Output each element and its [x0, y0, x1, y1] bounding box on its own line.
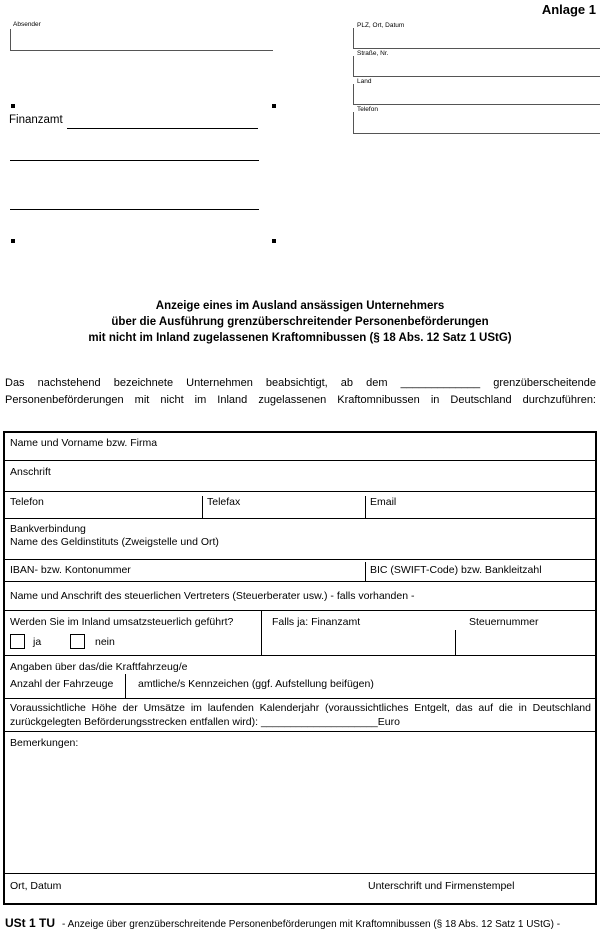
row-umsaetze[interactable]	[5, 698, 595, 731]
iban-label: IBAN- bzw. Kontonummer	[10, 564, 131, 576]
kennzeichen-label: amtliche/s Kennzeichen (ggf. Aufstellung beifügen)	[138, 678, 374, 690]
row-iban-bic[interactable]	[5, 559, 595, 581]
field-land[interactable]	[353, 76, 600, 105]
telefax-label: Telefax	[207, 496, 241, 508]
absender-field[interactable]	[10, 20, 273, 52]
intro-line-2: Personenbeförderungen mit nicht im Inland zugelassenen Kraftomnibussen in Deutschland durchzuführen:	[5, 393, 596, 406]
title-line-2: über die Ausführung grenzüberschreitender Personenbeförderungen	[111, 316, 489, 328]
kennzeichen-divider	[125, 674, 126, 699]
steuernummer-label: Steuernummer	[469, 616, 539, 628]
row-ort-datum-unterschrift[interactable]	[5, 873, 595, 903]
anzahl-label: Anzahl der Fahrzeuge	[10, 678, 114, 690]
row-bemerkungen[interactable]	[5, 731, 595, 873]
form-table	[3, 431, 597, 905]
bank-label-line-1: Bankverbindung	[10, 523, 86, 535]
absender-label: Absender	[13, 21, 41, 28]
field-plz-tick	[353, 28, 354, 48]
anlage-badge: Anlage 1	[541, 2, 596, 17]
form-code-description: - Anzeige über grenzüberschreitende Personenbeförderungen mit Kraftomnibussen (§ 18 Abs. 12 Satz 1 UStG) -	[62, 919, 561, 930]
finanzamt-address-line-1[interactable]	[10, 160, 259, 161]
frage-inland-label: Werden Sie im Inland umsatzsteuerlich geführt?	[10, 616, 234, 628]
bank-label-line-2: Name des Geldinstituts (Zweigstelle und Ort)	[10, 536, 219, 548]
field-plz-ort-datum[interactable]	[353, 20, 600, 49]
fold-mark	[272, 239, 276, 243]
field-plz-label: PLZ, Ort, Datum	[357, 22, 405, 29]
checkbox-nein-label: nein	[95, 636, 115, 648]
bemerkungen-label: Bemerkungen:	[10, 737, 79, 749]
finanzamt-name-line[interactable]	[67, 128, 258, 129]
form-code: USt 1 TU	[5, 916, 56, 930]
checkbox-ja[interactable]	[10, 634, 25, 649]
field-telefon-underline	[353, 133, 600, 134]
field-strasse[interactable]	[353, 48, 600, 77]
bic-divider	[365, 562, 366, 582]
title-line-1: Anzeige eines im Ausland ansässigen Unternehmers	[155, 300, 445, 312]
ort-datum-label: Ort, Datum	[10, 880, 62, 892]
field-telefon-tick	[353, 112, 354, 133]
anschrift-label: Anschrift	[10, 466, 51, 478]
fold-mark	[272, 104, 276, 108]
row-bankverbindung[interactable]	[5, 518, 595, 559]
page-title	[0, 298, 600, 346]
email-divider	[365, 496, 366, 518]
absender-tick	[10, 29, 11, 51]
telefon-label: Telefon	[10, 496, 44, 508]
falls-ja-divider	[261, 611, 262, 656]
finanzamt-label: Finanzamt	[9, 114, 63, 126]
field-land-label: Land	[357, 78, 372, 85]
steuernummer-divider	[455, 630, 456, 656]
row-kraftfahrzeuge[interactable]	[5, 655, 595, 698]
name-firma-label: Name und Vorname bzw. Firma	[10, 437, 158, 449]
row-vertreter[interactable]	[5, 581, 595, 610]
finanzamt-address-line-2[interactable]	[10, 209, 259, 210]
field-telefon-label: Telefon	[357, 106, 378, 113]
umsatz-label-line-2: zurückgelegten Beförderungsstrecken entfallen wird): ____________________Euro	[10, 716, 400, 728]
falls-ja-label: Falls ja: Finanzamt	[272, 616, 361, 628]
absender-underline	[10, 50, 273, 51]
unterschrift-label: Unterschrift und Firmenstempel	[368, 880, 515, 892]
fold-mark	[11, 239, 15, 243]
field-telefon[interactable]	[353, 104, 600, 134]
title-line-3: mit nicht im Inland zugelassenen Kraftomnibussen (§ 18 Abs. 12 Satz 1 UStG)	[88, 332, 512, 344]
bic-label: BIC (SWIFT-Code) bzw. Bankleitzahl	[370, 564, 542, 576]
vertreter-label: Name und Anschrift des steuerlichen Vertreters (Steuerberater usw.) - falls vorhanden -	[10, 590, 415, 602]
field-land-tick	[353, 84, 354, 104]
field-strasse-label: Straße, Nr.	[357, 50, 389, 57]
checkbox-ja-label: ja	[33, 636, 42, 648]
intro-line-1: Das nachstehend bezeichnete Unternehmen beabsichtigt, ab dem _____________ grenzüberscheitende	[5, 377, 596, 389]
row-name-firma[interactable]	[5, 433, 595, 460]
row-umsatzsteuer-frage[interactable]	[5, 610, 595, 655]
umsatz-label-line-1: Voraussichtliche Höhe der Umsätze im laufenden Kalenderjahr (voraussichtliches Entgelt, das auf die in Deutschland	[10, 702, 591, 714]
form-footer	[5, 916, 560, 930]
checkbox-nein[interactable]	[70, 634, 85, 649]
email-label: Email	[370, 496, 397, 508]
telefax-divider	[202, 496, 203, 518]
field-strasse-tick	[353, 56, 354, 76]
row-telefon-telefax-email[interactable]	[5, 491, 595, 518]
kfz-label: Angaben über das/die Kraftfahrzeug/e	[10, 661, 188, 673]
fold-mark	[11, 104, 15, 108]
intro-paragraph	[5, 375, 596, 408]
row-anschrift[interactable]	[5, 460, 595, 491]
